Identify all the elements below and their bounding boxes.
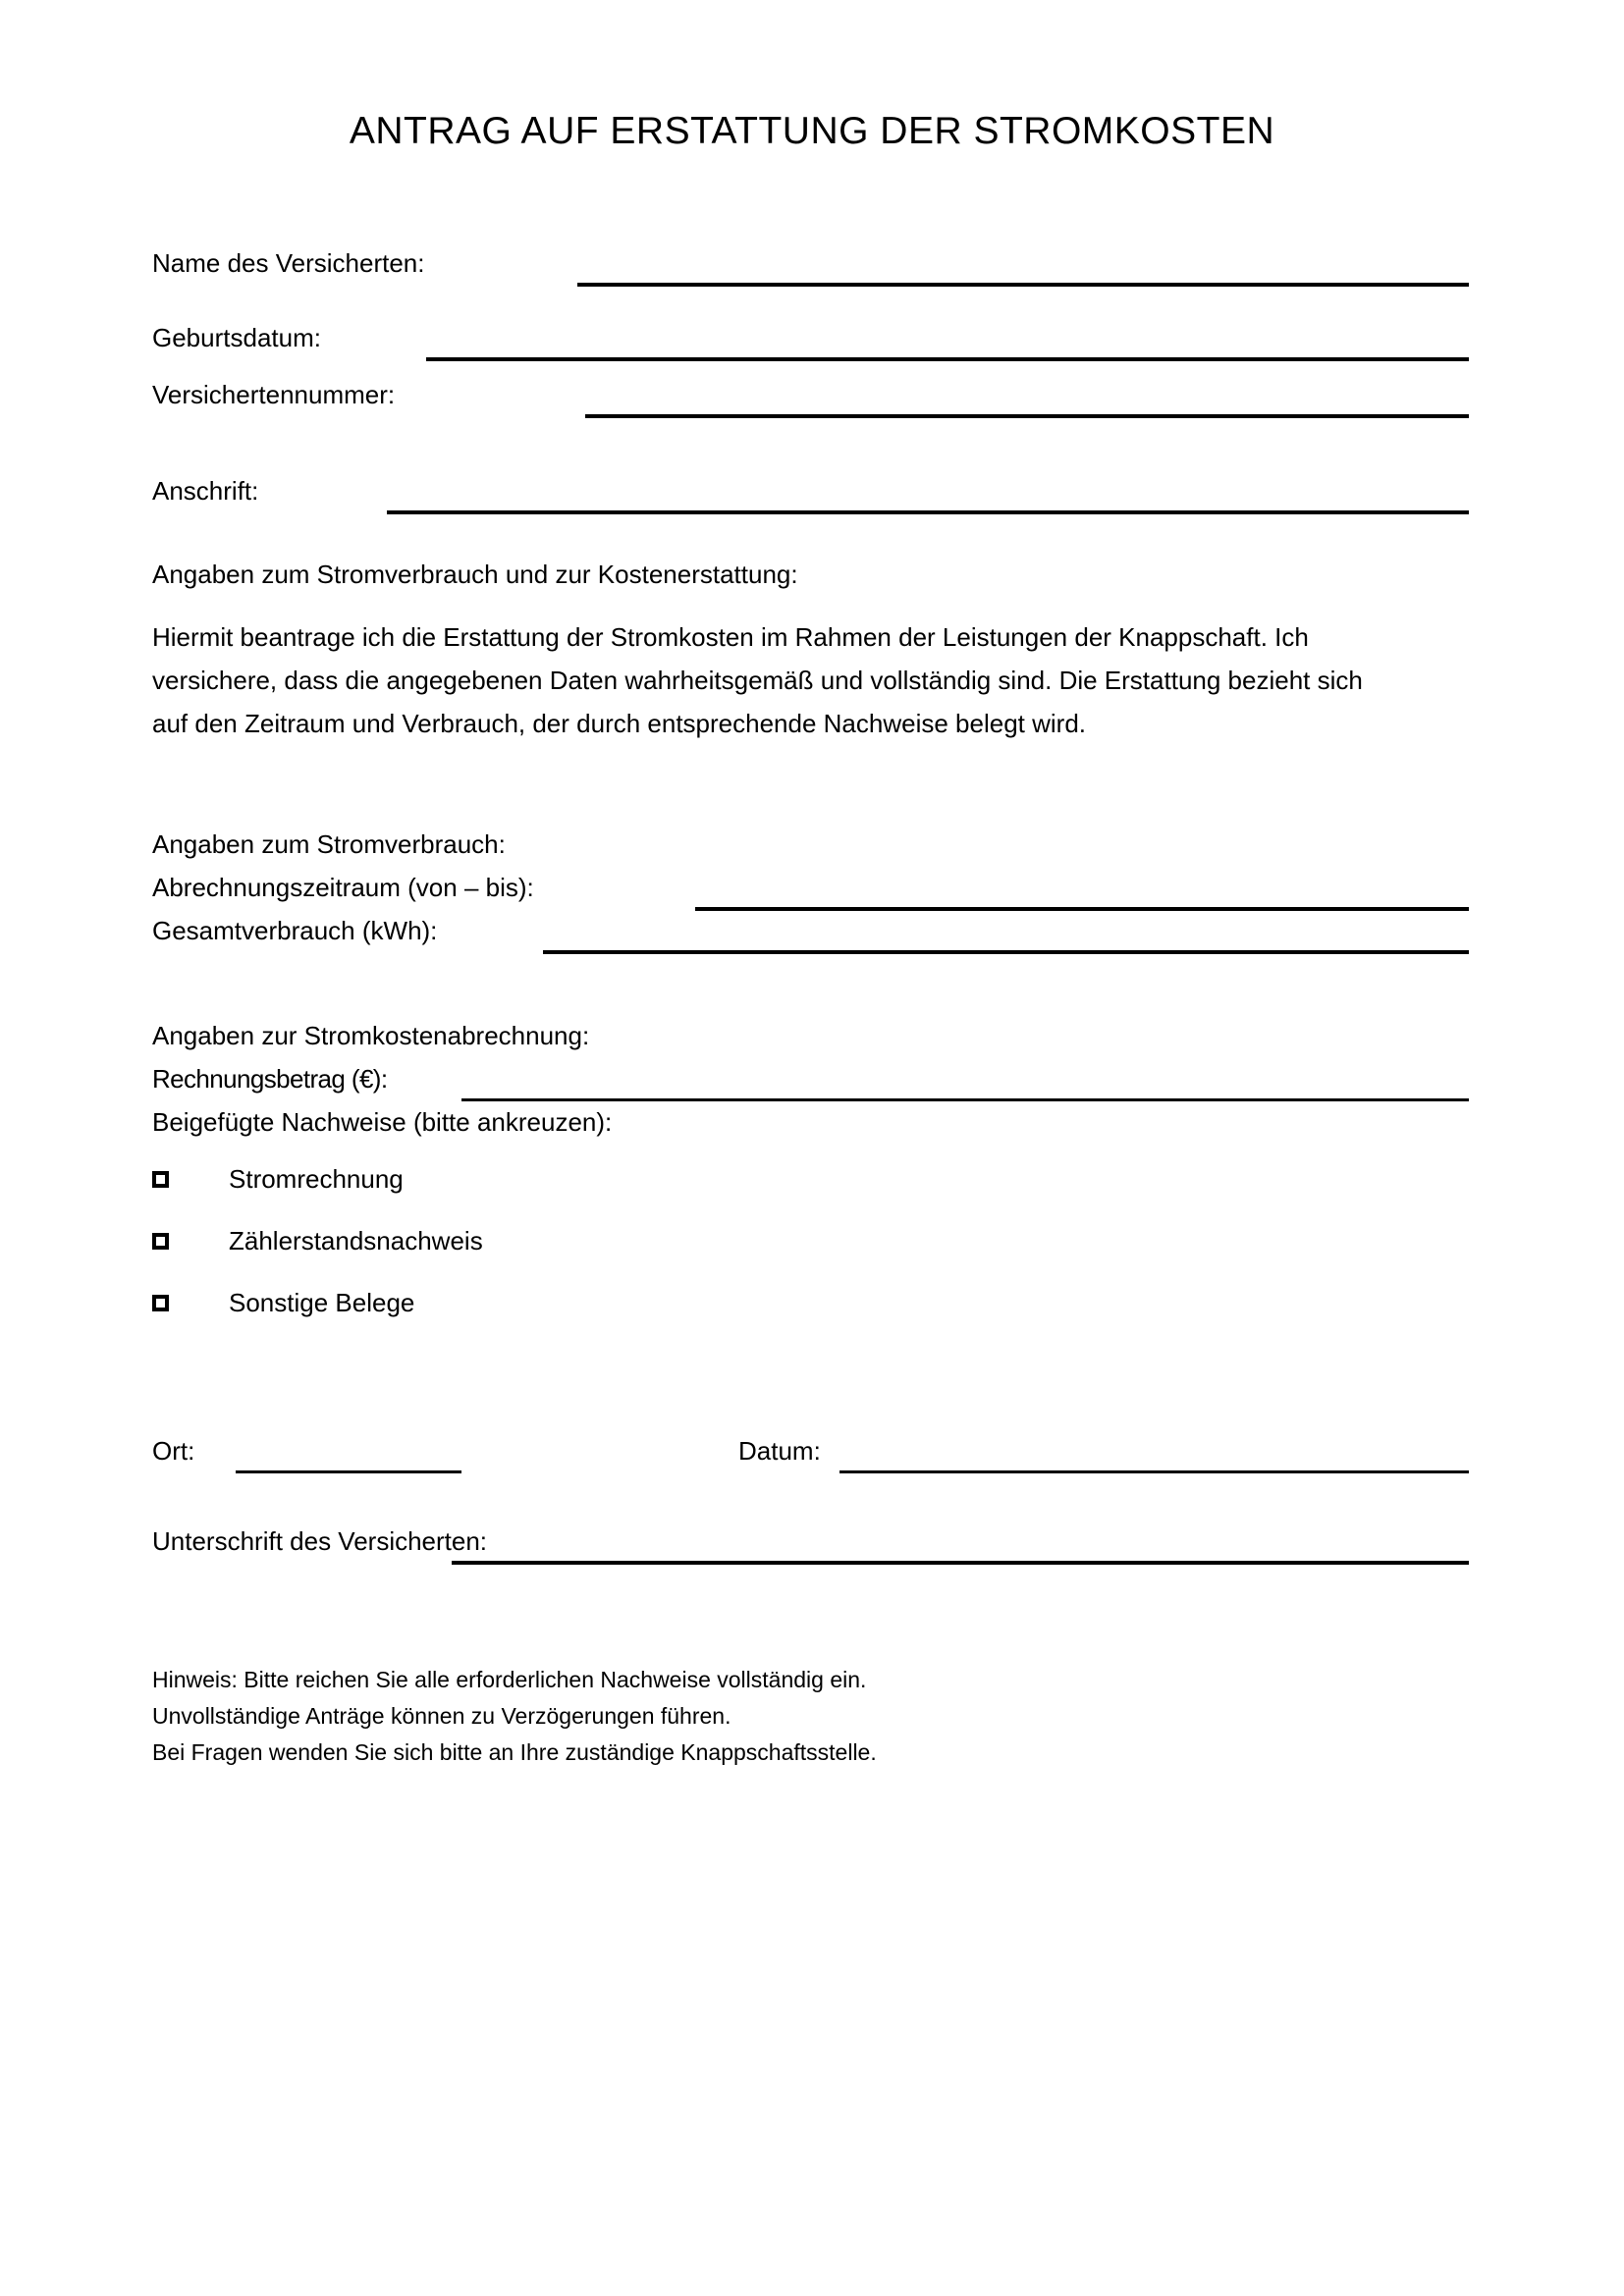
declaration-line-1: Hiermit beantrage ich die Erstattung der Stromkosten im Rahmen der Leistungen der Knappschaft. Ich <box>152 622 1309 652</box>
checkbox-label-sonstige-belege: Sonstige Belege <box>229 1288 415 1317</box>
label-abrechnungszeitraum: Abrechnungszeitraum (von – bis): <box>152 873 534 902</box>
input-unterschrift[interactable] <box>452 1561 1469 1565</box>
input-rechnungsbetrag[interactable] <box>461 1098 1469 1101</box>
heading-angaben-zum-stromverbrauch: Angaben zum Stromverbrauch: <box>152 829 506 859</box>
checkbox-label-zaehlerstandsnachweis: Zählerstandsnachweis <box>229 1226 483 1255</box>
label-versichertennummer: Versichertennummer: <box>152 380 396 409</box>
heading-angaben-zur-stromkostenabrechnung: Angaben zur Stromkostenabrechnung: <box>152 1021 590 1050</box>
input-gesamtverbrauch[interactable] <box>543 950 1469 954</box>
note-line-1: Hinweis: Bitte reichen Sie alle erforderlichen Nachweise vollständig ein. <box>152 1667 867 1692</box>
declaration-line-3: auf den Zeitraum und Verbrauch, der durch entsprechende Nachweise belegt wird. <box>152 709 1087 738</box>
checkbox-row-stromrechnung[interactable] <box>152 1162 898 1196</box>
label-name-des-versicherten: Name des Versicherten: <box>152 248 425 278</box>
input-geburtsdatum[interactable] <box>426 357 1469 361</box>
label-unterschrift-des-versicherten: Unterschrift des Versicherten: <box>152 1526 488 1556</box>
page-title: ANTRAG AUF ERSTATTUNG DER STROMKOSTEN <box>349 110 1275 152</box>
checkbox-stromrechnung[interactable] <box>152 1171 169 1188</box>
label-gesamtverbrauch: Gesamtverbrauch (kWh): <box>152 916 438 945</box>
label-rechnungsbetrag: Rechnungsbetrag (€): <box>152 1064 388 1094</box>
label-beigefuegte-nachweise: Beigefügte Nachweise (bitte ankreuzen): <box>152 1107 613 1137</box>
note-line-2: Unvollständige Anträge können zu Verzögerungen führen. <box>152 1703 731 1729</box>
note-line-3: Bei Fragen wenden Sie sich bitte an Ihre zuständige Knappschaftsstelle. <box>152 1739 877 1765</box>
input-datum[interactable] <box>839 1470 1469 1473</box>
label-ort: Ort: <box>152 1436 195 1466</box>
checkbox-label-stromrechnung: Stromrechnung <box>229 1164 404 1194</box>
input-anschrift[interactable] <box>387 510 1469 514</box>
heading-angaben-stromverbrauch-kostenerstattung: Angaben zum Stromverbrauch und zur Kostenerstattung: <box>152 560 798 589</box>
checkbox-sonstige-belege[interactable] <box>152 1295 169 1311</box>
label-anschrift: Anschrift: <box>152 476 259 506</box>
declaration-paragraph <box>152 615 1473 745</box>
checkbox-zaehlerstandsnachweis[interactable] <box>152 1233 169 1250</box>
declaration-line-2: versichere, dass die angegebenen Daten wahrheitsgemäß und vollständig sind. Die Erstattung bezieht sich <box>152 666 1363 695</box>
checkbox-row-sonstige-belege[interactable] <box>152 1286 898 1319</box>
checkbox-row-zaehlerstandsnachweis[interactable] <box>152 1224 898 1257</box>
label-datum: Datum: <box>738 1436 821 1466</box>
input-ort[interactable] <box>236 1470 461 1473</box>
input-name-des-versicherten[interactable] <box>577 283 1469 287</box>
footer-notes <box>152 1662 877 1771</box>
input-abrechnungszeitraum[interactable] <box>695 907 1469 911</box>
label-geburtsdatum: Geburtsdatum: <box>152 323 321 352</box>
input-versichertennummer[interactable] <box>585 414 1469 418</box>
